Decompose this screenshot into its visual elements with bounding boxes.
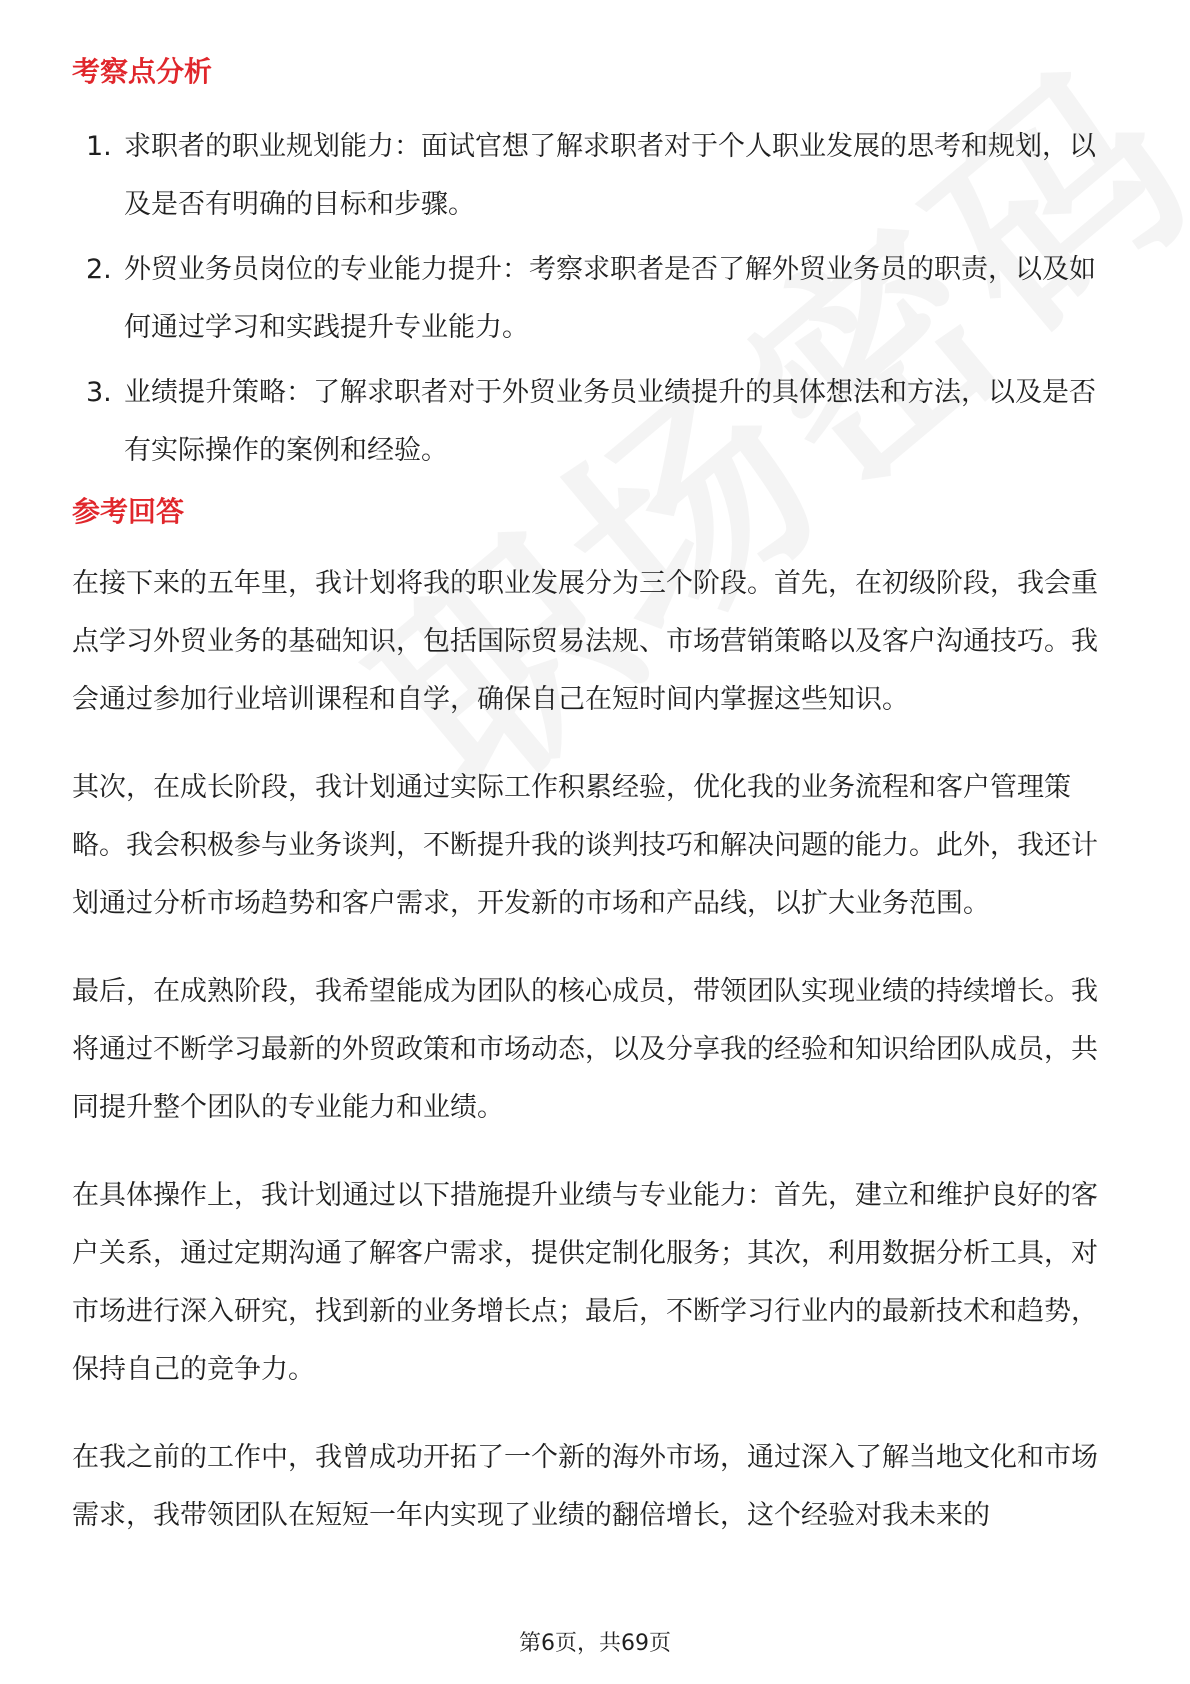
analysis-list [72, 118, 1122, 487]
list-number: 3. [86, 377, 112, 408]
list-item [72, 241, 1122, 357]
list-item-text: 外贸业务员岗位的专业能力提升：考察求职者是否了解外贸业务员的职责，以及如何通过学习和实践提升专业能力。 [124, 254, 1096, 343]
answer-paragraph: 其次，在成长阶段，我计划通过实际工作积累经验，优化我的业务流程和客户管理策略。我会积极参与业务谈判，不断提升我的谈判技巧和解决问题的能力。此外，我还计划通过分析市场趋势和客户需求，开发新的市场和产品线，以扩大业务范围。 [72, 772, 1098, 919]
list-item [72, 364, 1122, 480]
answer-paragraph: 在具体操作上，我计划通过以下措施提升业绩与专业能力：首先，建立和维护良好的客户关系，通过定期沟通了解客户需求，提供定制化服务；其次，利用数据分析工具，对市场进行深入研究，找到新的业务增长点；最后，不断学习行业内的最新技术和趋势，保持自己的竞争力。 [72, 1180, 1098, 1385]
heading-analysis: 考察点分析 [72, 55, 213, 88]
list-item-text: 业绩提升策略：了解求职者对于外贸业务员业绩提升的具体想法和方法，以及是否有实际操作的案例和经验。 [124, 377, 1096, 466]
list-number: 2. [86, 254, 112, 285]
page-number: 第6页，共69页 [519, 1631, 671, 1656]
answer-paragraph: 在接下来的五年里，我计划将我的职业发展分为三个阶段。首先，在初级阶段，我会重点学习外贸业务的基础知识，包括国际贸易法规、市场营销策略以及客户沟通技巧。我会通过参加行业培训课程和自学，确保自己在短时间内掌握这些知识。 [72, 568, 1098, 715]
list-number: 1. [86, 131, 112, 162]
answer-body [72, 555, 1122, 1575]
answer-paragraph: 在我之前的工作中，我曾成功开拓了一个新的海外市场，通过深入了解当地文化和市场需求，我带领团队在短短一年内实现了业绩的翻倍增长，这个经验对我未来的 [72, 1442, 1098, 1531]
answer-paragraph: 最后，在成熟阶段，我希望能成为团队的核心成员，带领团队实现业绩的持续增长。我将通过不断学习最新的外贸政策和市场动态，以及分享我的经验和知识给团队成员，共同提升整个团队的专业能力和业绩。 [72, 976, 1098, 1123]
heading-answer: 参考回答 [72, 495, 185, 528]
list-item-text: 求职者的职业规划能力：面试官想了解求职者对于个人职业发展的思考和规划，以及是否有明确的目标和步骤。 [124, 131, 1096, 220]
list-item [72, 118, 1122, 234]
